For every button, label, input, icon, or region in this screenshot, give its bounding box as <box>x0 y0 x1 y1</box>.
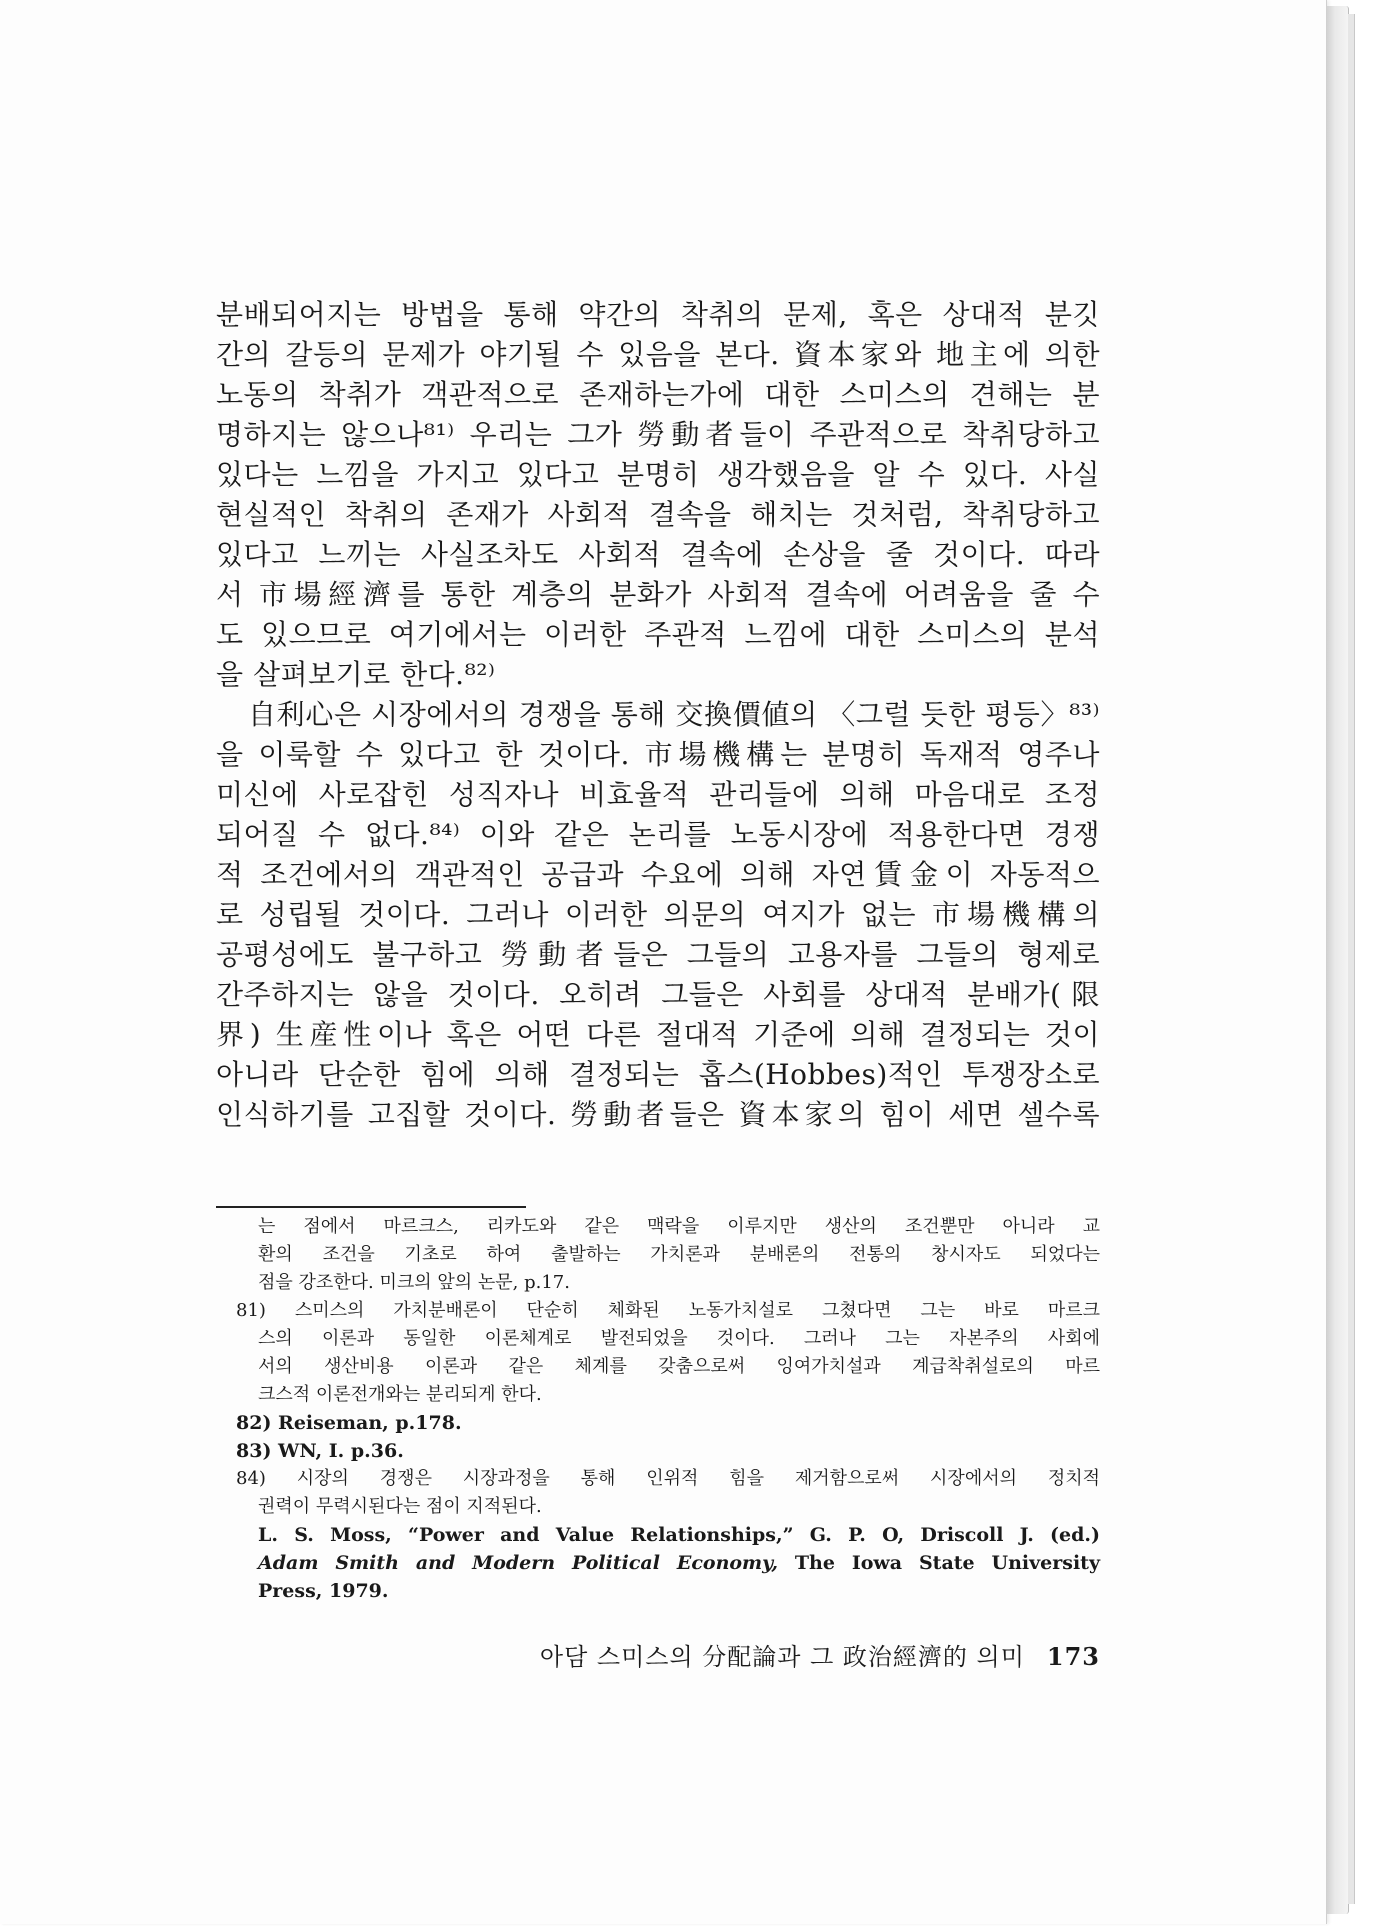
body-line: 노동의 착취가 객관적으로 존재하는가에 대한 스미스의 견해는 분 <box>216 378 1100 411</box>
body-line: 공평성에도 불구하고 勞動者들은 그들의 고용자를 그들의 형제로 <box>216 938 1100 971</box>
footnote-line: 는 점에서 마르크스, 리카도와 같은 맥락을 이루지만 생산의 조건뿐만 아니라 교 <box>258 1216 1100 1237</box>
body-line: 있다고 느끼는 사실조차도 사회적 결속에 손상을 줄 것이다. 따라 <box>216 538 1100 571</box>
footnote-84-reference-publisher: Press, 1979. <box>258 1580 389 1602</box>
footnote-83: 83) WN, I. p.36. <box>236 1440 404 1462</box>
footnote-84-reference-title <box>236 1549 1100 1577</box>
body-line: 되어질 수 없다.⁸⁴⁾ 이와 같은 논리를 노동시장에 적용한다면 경쟁 <box>216 818 1100 851</box>
publisher: The Iowa State University <box>778 1552 1100 1574</box>
running-title: 아담 스미스의 分配論과 그 政治經濟的 의미 <box>539 1643 1025 1671</box>
body-line: 있다는 느낌을 가지고 있다고 분명히 생각했음을 알 수 있다. 사실 <box>216 458 1100 491</box>
running-footer <box>487 1640 1100 1674</box>
footnote-line: 점을 강조한다. 미크의 앞의 논문, p.17. <box>258 1272 570 1293</box>
body-line: 인식하기를 고집할 것이다. 勞動者들은 資本家의 힘이 세면 셀수록 <box>216 1098 1100 1131</box>
footnotes <box>236 1213 1100 1605</box>
body-line: 도 있으므로 여기에서는 이러한 주관적 느낌에 대한 스미스의 분석 <box>216 618 1100 651</box>
body-line: 명하지는 않으나⁸¹⁾ 우리는 그가 勞動者들이 주관적으로 착취당하고 <box>216 418 1100 451</box>
body-line: 을 이룩할 수 있다고 한 것이다. 市場機構는 분명히 독재적 영주나 <box>216 738 1100 771</box>
page-stack-edge <box>1348 14 1355 1904</box>
page-number: 173 <box>1046 1642 1100 1671</box>
footnote-84: 84) 시장의 경쟁은 시장과정을 통해 인위적 힘을 제거함으로써 시장에서의 정치적 <box>236 1468 1100 1489</box>
body-line: 로 성립될 것이다. 그러나 이러한 의문의 여지가 없는 市場機構의 <box>216 898 1100 931</box>
footnote-line: 크스적 이론전개와는 분리되게 한다. <box>258 1384 542 1405</box>
body-line: 미신에 사로잡힌 성직자나 비효율적 관리들에 의해 마음대로 조정 <box>216 778 1100 811</box>
body-line: 아니라 단순한 힘에 의해 결정되는 홉스(Hobbes)적인 투쟁장소로 <box>216 1058 1100 1091</box>
footnote-84-reference: L. S. Moss, “Power and Value Relationships,” G. P. O, Driscoll J. (ed.) <box>258 1524 1100 1546</box>
footnote-line: 환의 조건을 기초로 하여 출발하는 가치론과 분배론의 전통의 창시자도 되었다는 <box>258 1244 1100 1265</box>
body-text <box>216 295 1100 1135</box>
page-fold-edge <box>1326 6 1349 1914</box>
footnote-82: 82) Reiseman, p.178. <box>236 1412 462 1434</box>
book-title: Adam Smith and Modern Political Economy, <box>258 1552 778 1574</box>
body-line: 界) 生産性이나 혹은 어떤 다른 절대적 기준에 의해 결정되는 것이 <box>216 1018 1100 1051</box>
footnote-81: 81) 스미스의 가치분배론이 단순히 체화된 노동가치설로 그쳤다면 그는 바로 마르크 <box>236 1300 1100 1321</box>
body-line: 간주하지는 않을 것이다. 오히려 그들은 사회를 상대적 분배가(限 <box>216 978 1100 1011</box>
footnote-line: 권력이 무력시된다는 점이 지적된다. <box>258 1496 542 1517</box>
footnote-divider <box>216 1206 526 1208</box>
body-line: 서 市場經濟를 통한 계층의 분화가 사회적 결속에 어려움을 줄 수 <box>216 578 1100 611</box>
body-line: 분배되어지는 방법을 통해 약간의 착취의 문제, 혹은 상대적 분깃 <box>216 298 1100 331</box>
body-line: 현실적인 착취의 존재가 사회적 결속을 해치는 것처럼, 착취당하고 <box>216 498 1100 531</box>
body-line: 간의 갈등의 문제가 야기될 수 있음을 본다. 資本家와 地主에 의한 <box>216 338 1100 371</box>
footnote-line: 스의 이론과 동일한 이론체계로 발전되었을 것이다. 그러나 그는 자본주의 사회에 <box>258 1328 1100 1349</box>
footnote-line: 서의 생산비용 이론과 같은 체계를 갖춤으로써 잉여가치설과 계급착취설로의 마르 <box>258 1356 1100 1377</box>
paragraph-start-line: 自利心은 시장에서의 경쟁을 통해 交換價値의 〈그럴 듯한 평등〉⁸³⁾ <box>248 698 1100 731</box>
body-line: 적 조건에서의 객관적인 공급과 수요에 의해 자연賃金이 자동적으 <box>216 858 1100 891</box>
body-line: 을 살펴보기로 한다.⁸²⁾ <box>216 658 496 691</box>
